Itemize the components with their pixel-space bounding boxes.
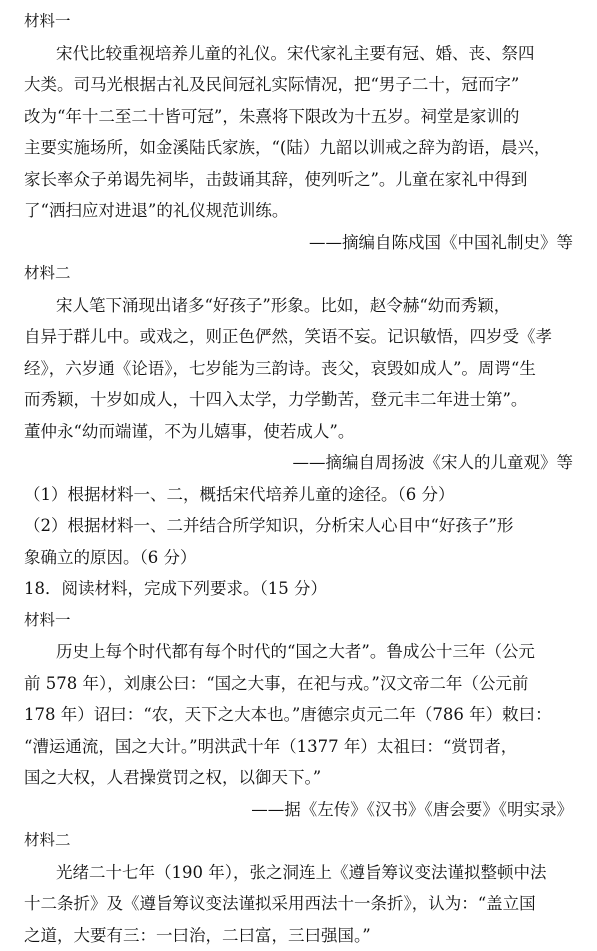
material-1-line: 宋代比较重视培养儿童的礼仪。宋代家礼主要有冠、婚、丧、祭四 (24, 38, 575, 70)
problem-18-material-2-line: 之道，大要有三：一曰治，二曰富，三曰强国。” (24, 920, 575, 951)
problem-18-material-1-line: 历史上每个时代都有每个时代的“国之大者”。鲁成公十三年（公元 (24, 636, 575, 668)
problem-18-material-2-heading: 材料二 (24, 825, 575, 857)
material-2-heading: 材料二 (24, 258, 575, 290)
material-1-line: 了“洒扫应对进退”的礼仪规范训练。 (24, 195, 575, 227)
material-2-line: 董仲永“幼而端谨，不为儿嬉事，使若成人”。 (24, 416, 575, 448)
material-1-source: ——摘编自陈戍国《中国礼制史》等 (24, 227, 575, 259)
problem-18-material-1-line: “漕运通流，国之大计。”明洪武十年（1377 年）太祖曰：“赏罚者， (24, 731, 575, 763)
problem-18-title: 18．阅读材料，完成下列要求。（15 分） (24, 573, 575, 605)
material-2-line: 宋人笔下涌现出诸多“好孩子”形象。比如，赵令赫“幼而秀颖， (24, 290, 575, 322)
question-2: （2）根据材料一、二并结合所学知识，分析宋人心目中“好孩子”形 (24, 510, 575, 542)
material-1-line: 主要实施场所，如金溪陆氏家族，“(陆）九韶以训戒之辞为韵语，晨兴， (24, 132, 575, 164)
problem-18-material-1-line: 178 年）诏曰：“农，天下之大本也。”唐德宗贞元二年（786 年）敕曰： (24, 699, 575, 731)
problem-18-material-2-line: 十二条折》及《遵旨筹议变法谨拟采用西法十一条折》，认为：“盖立国 (24, 888, 575, 920)
problem-18-material-2-line: 光绪二十七年（190 年），张之洞连上《遵旨筹议变法谨拟整顿中法 (24, 857, 575, 889)
material-2-source: ——摘编自周扬波《宋人的儿童观》等 (24, 447, 575, 479)
material-2-line: 而秀颖，十岁如成人，十四入太学，力学勤苦，登元丰二年进士第”。 (24, 384, 575, 416)
problem-18-material-1-heading: 材料一 (24, 605, 575, 637)
problem-18-material-1-line: 国之大权，人君操赏罚之权，以御天下。” (24, 762, 575, 794)
material-1-line: 大类。司马光根据古礼及民间冠礼实际情况，把“男子二十，冠而字” (24, 69, 575, 101)
material-2-line: 经》，六岁通《论语》，七岁能为三韵诗。丧父，哀毁如成人”。周谔“生 (24, 353, 575, 385)
problem-18-material-1-line: 前 578 年），刘康公曰：“国之大事，在祀与戎。”汉文帝二年（公元前 (24, 668, 575, 700)
material-1-line: 改为“年十二至二十皆可冠”，朱熹将下限改为十五岁。祠堂是家训的 (24, 101, 575, 133)
question-2-continued: 象确立的原因。（6 分） (24, 542, 575, 574)
question-1: （1）根据材料一、二，概括宋代培养儿童的途径。（6 分） (24, 479, 575, 511)
problem-18-material-1-source: ——据《左传》《汉书》《唐会要》《明实录》 (24, 794, 575, 826)
material-1-line: 家长率众子弟谒先祠毕，击鼓诵其辞，使列听之”。儿童在家礼中得到 (24, 164, 575, 196)
material-1-heading: 材料一 (24, 6, 575, 38)
material-2-line: 自异于群儿中。或戏之，则正色俨然，笑语不妄。记识敏悟，四岁受《孝 (24, 321, 575, 353)
